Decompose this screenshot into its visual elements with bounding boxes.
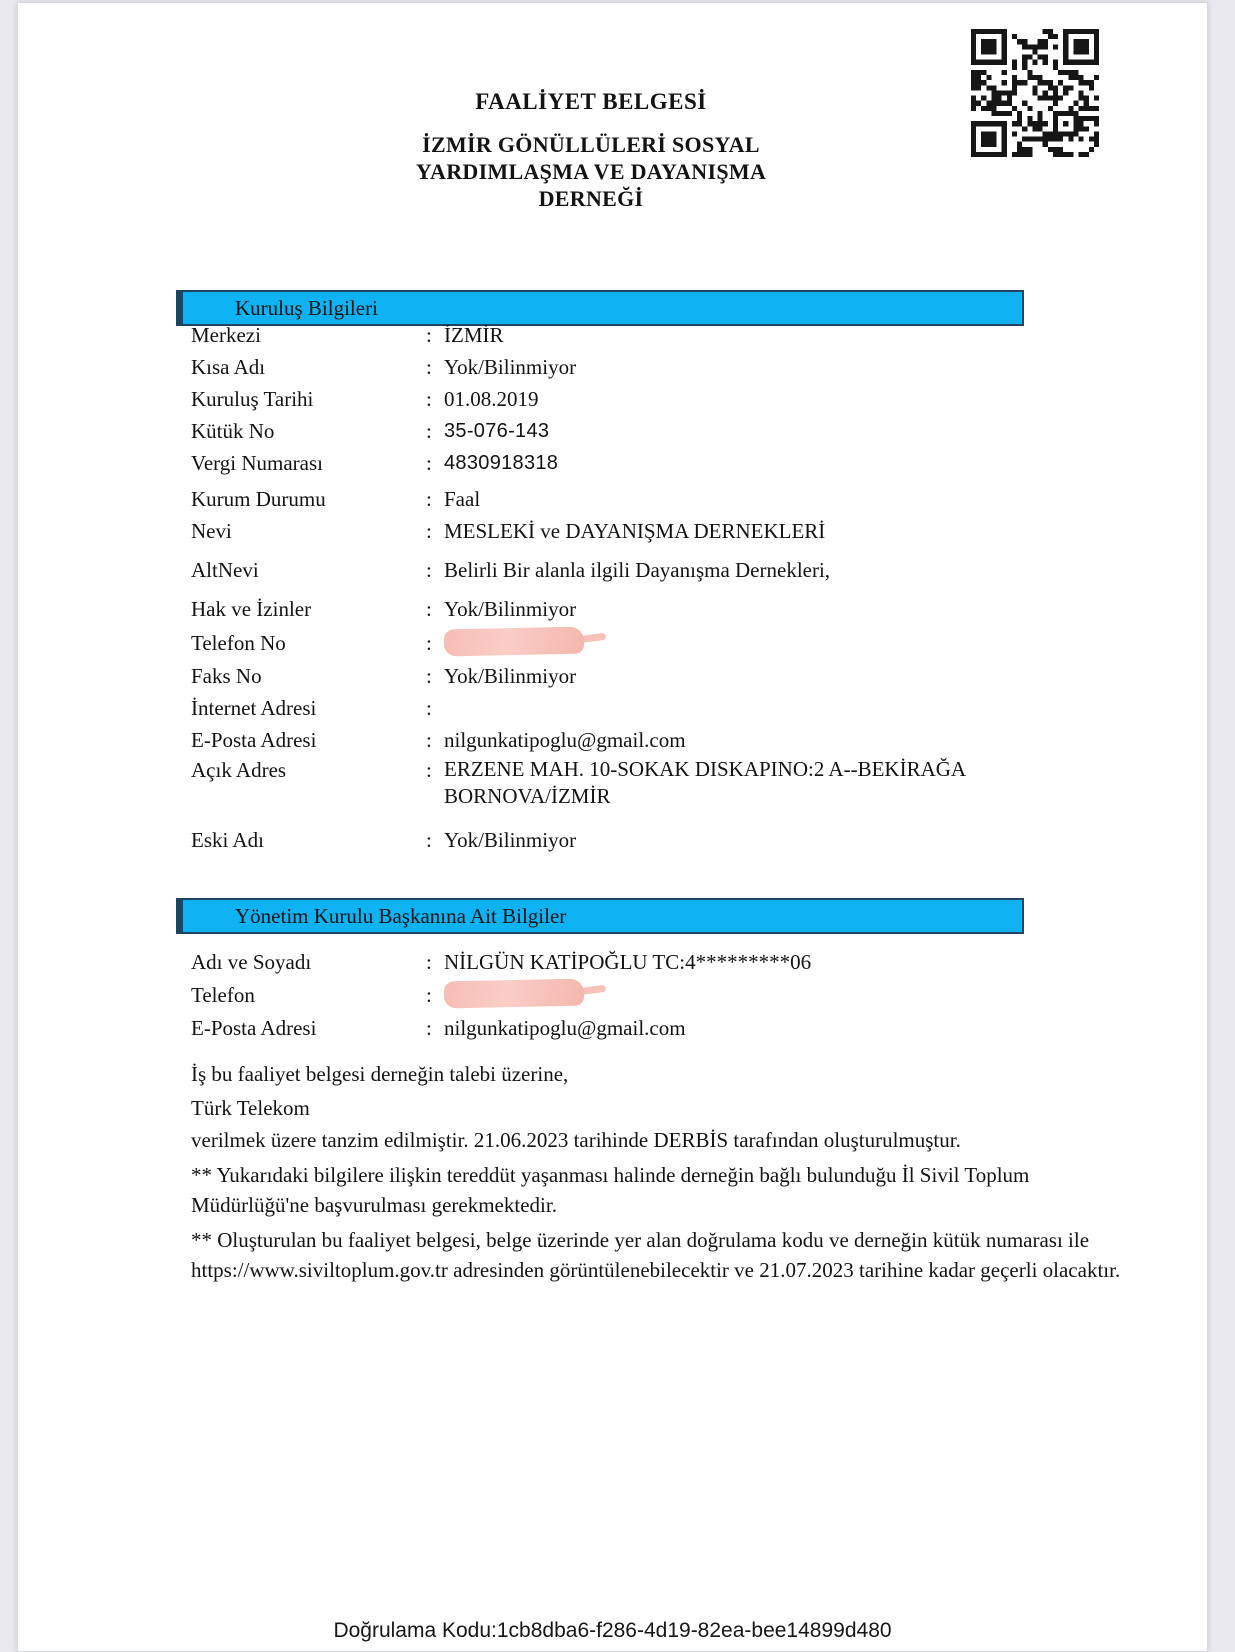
field-colon: : [426, 386, 432, 411]
field-label: Kısa Adı [191, 354, 266, 379]
field-row [191, 1012, 1061, 1044]
paragraph: ** Oluşturulan bu faaliyet belgesi, belge üzerinde yer alan doğrulama kodu ve derneğin kütük numarası ile https://www.siviltoplum.gov.tr adresinden görüntülenebilecektir ve 21.07.2023 tarihine kadar geçerli olacaktır. [191, 1228, 1121, 1282]
field-row [191, 515, 1061, 547]
field-colon: : [426, 450, 432, 475]
field-label: AltNevi [191, 557, 259, 582]
field-colon: : [426, 1015, 432, 1040]
field-row [191, 946, 1061, 978]
field-colon: : [426, 557, 432, 582]
field-row [191, 483, 1061, 515]
section-header-label: Kuruluş Bilgileri [235, 295, 378, 320]
field-label: E-Posta Adresi [191, 727, 317, 752]
field-label: Kuruluş Tarihi [191, 386, 314, 411]
field-row [191, 383, 1061, 415]
verification-code: Doğrulama Kodu:1cb8dba6-f286-4d19-82ea-bee14899d480 [333, 1619, 892, 1642]
field-colon: : [426, 982, 432, 1007]
field-value: MESLEKİ ve DAYANIŞMA DERNEKLERİ [444, 518, 826, 543]
field-value: Yok/Bilinmiyor [444, 596, 577, 621]
organization-name-line: İZMİR GÖNÜLLÜLERİ SOSYAL [422, 132, 760, 157]
field-value: Yok/Bilinmiyor [444, 663, 577, 688]
field-colon: : [426, 486, 432, 511]
field-row [191, 978, 1061, 1012]
field-colon: : [426, 727, 432, 752]
field-value: 4830918318 [444, 451, 559, 474]
field-value [444, 978, 1019, 1012]
field-colon: : [426, 758, 432, 782]
field-colon: : [426, 322, 432, 347]
field-value: ERZENE MAH. 10-SOKAK DISKAPINO:2 A--BEKİRAĞA BORNOVA/İZMİR [444, 757, 965, 808]
field-label: Eski Adı [191, 827, 264, 852]
field-colon: : [426, 695, 432, 720]
field-label: Nevi [191, 518, 232, 543]
page-title: FAALİYET BELGESİ [475, 89, 707, 114]
field-label: E-Posta Adresi [191, 1015, 317, 1040]
field-value: İZMİR [444, 322, 504, 347]
field-label: İnternet Adresi [191, 695, 317, 720]
redaction-mark [444, 627, 585, 657]
document-page [17, 2, 1208, 1652]
field-label: Telefon [191, 982, 255, 1007]
organization-name [191, 131, 991, 212]
field-row [191, 593, 1061, 625]
field-value: nilgunkatipoglu@gmail.com [444, 1015, 686, 1040]
field-label: Vergi Numarası [191, 450, 323, 475]
field-label: Adı ve Soyadı [191, 949, 312, 974]
field-row [191, 319, 1061, 351]
paragraph: verilmek üzere tanzim edilmiştir. 21.06.2023 tarihinde DERBİS tarafından oluşturulmuştur. [191, 1128, 961, 1152]
field-label: Faks No [191, 663, 262, 688]
field-row [191, 692, 1061, 724]
field-value: nilgunkatipoglu@gmail.com [444, 727, 686, 752]
field-colon: : [426, 596, 432, 621]
paragraph: Türk Telekom [191, 1096, 310, 1120]
field-colon: : [426, 630, 432, 655]
field-row [191, 724, 1061, 756]
section-rows-yonetim-kurulu [191, 946, 1061, 1044]
field-value: 01.08.2019 [444, 386, 539, 411]
field-colon: : [426, 418, 432, 443]
paragraph: İş bu faaliyet belgesi derneğin talebi üzerine, [191, 1062, 569, 1086]
document-heading [191, 89, 991, 212]
field-label: Merkezi [191, 322, 261, 347]
section-header-yonetim-kurulu [176, 898, 1024, 934]
field-row [191, 447, 1061, 479]
field-value: NİLGÜN KATİPOĞLU TC:4*********06 [444, 949, 812, 974]
field-label: Kütük No [191, 418, 275, 443]
field-value: Belirli Bir alanla ilgili Dayanışma Dernekleri, [444, 557, 831, 582]
field-row [191, 756, 1061, 816]
field-value: Faal [444, 486, 481, 511]
paragraph: ** Yukarıdaki bilgilere ilişkin tereddüt yaşanması halinde derneğin bağlı bulunduğu İl Sivil Toplum Müdürlüğü'ne başvurulması gerekmektedir. [191, 1163, 1030, 1217]
field-row [191, 415, 1061, 447]
field-row [191, 824, 1061, 856]
field-label: Telefon No [191, 630, 286, 655]
field-colon: : [426, 663, 432, 688]
section-rows-kurulus-bilgileri [191, 319, 1061, 856]
field-colon: : [426, 518, 432, 543]
field-value: 35-076-143 [444, 419, 550, 442]
organization-name-line: DERNEĞİ [538, 186, 644, 211]
section-header-label: Yönetim Kurulu Başkanına Ait Bilgiler [235, 903, 567, 928]
organization-name-line: YARDIMLAŞMA VE DAYANIŞMA [415, 159, 767, 184]
field-row [191, 351, 1061, 383]
field-row [191, 626, 1061, 660]
field-label: Hak ve İzinler [191, 596, 312, 621]
field-row [191, 554, 1061, 586]
field-colon: : [426, 827, 432, 852]
field-value [444, 626, 1019, 660]
redaction-mark [444, 979, 585, 1009]
field-label: Açık Adres [191, 758, 287, 782]
field-value: Yok/Bilinmiyor [444, 354, 577, 379]
field-label: Kurum Durumu [191, 486, 326, 511]
field-row [191, 660, 1061, 692]
field-colon: : [426, 949, 432, 974]
field-value: Yok/Bilinmiyor [444, 827, 577, 852]
body-paragraphs [191, 1059, 1146, 1285]
field-colon: : [426, 354, 432, 379]
